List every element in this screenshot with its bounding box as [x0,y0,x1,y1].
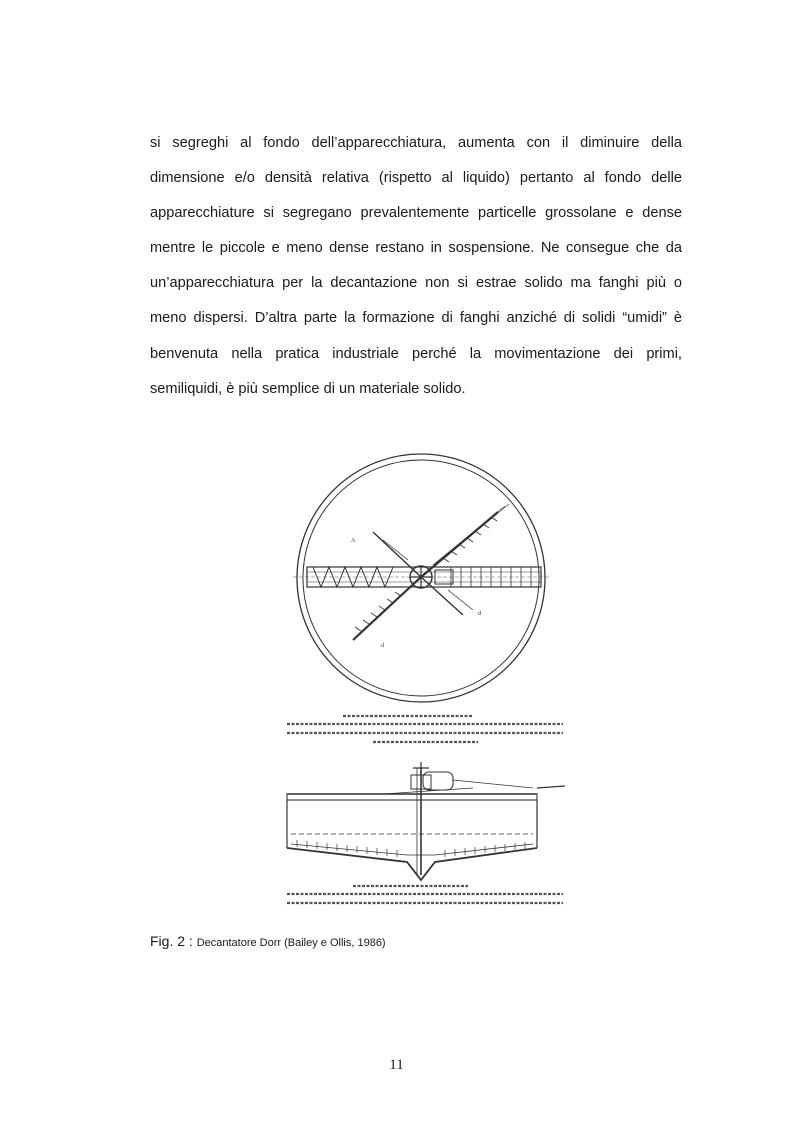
section-caption-lines [287,886,563,903]
section-view [287,762,565,880]
dorr-thickener-figure [273,450,573,915]
page-number: 11 [389,1057,404,1073]
plan-caption-lines [287,716,563,742]
paragraph-line: dimensione e/o densità relativa (rispetto al liquido) pertanto al fondo delle [150,170,682,187]
svg-text:d: d [478,611,481,617]
paragraph-line: benvenuta nella pratica industriale perché la movimentazione dei primi, [150,345,682,362]
figure-caption [150,933,386,951]
paragraph-line: apparecchiature si segregano prevalentemente particelle grossolane e dense [150,205,682,222]
paragraph-line: un’apparecchiatura per la decantazione non si estrae solido ma fanghi più o [150,275,682,292]
dorr-thickener-drawing [273,450,573,915]
paragraph-line: meno dispersi. D’altra parte la formazione di fanghi anziché di solidi “umidi” è [150,310,682,327]
paragraph-line: si segreghi al fondo dell’apparecchiatura, aumenta con il diminuire della [150,135,682,151]
body-paragraph [150,126,682,407]
figure-caption-label: Fig. 2 : [150,933,197,949]
figure-caption-text: Decantatore Dorr (Bailey e Ollis, 1986) [196,937,386,949]
paragraph-line: semiliquidi, è più semplice di un materiale solido. [150,380,466,397]
plan-view [293,454,549,702]
svg-text:d: d [381,643,384,649]
svg-text:A: A [351,538,356,544]
paragraph-line: mentre le piccole e meno dense restano in sospensione. Ne consegue che da [150,240,682,257]
